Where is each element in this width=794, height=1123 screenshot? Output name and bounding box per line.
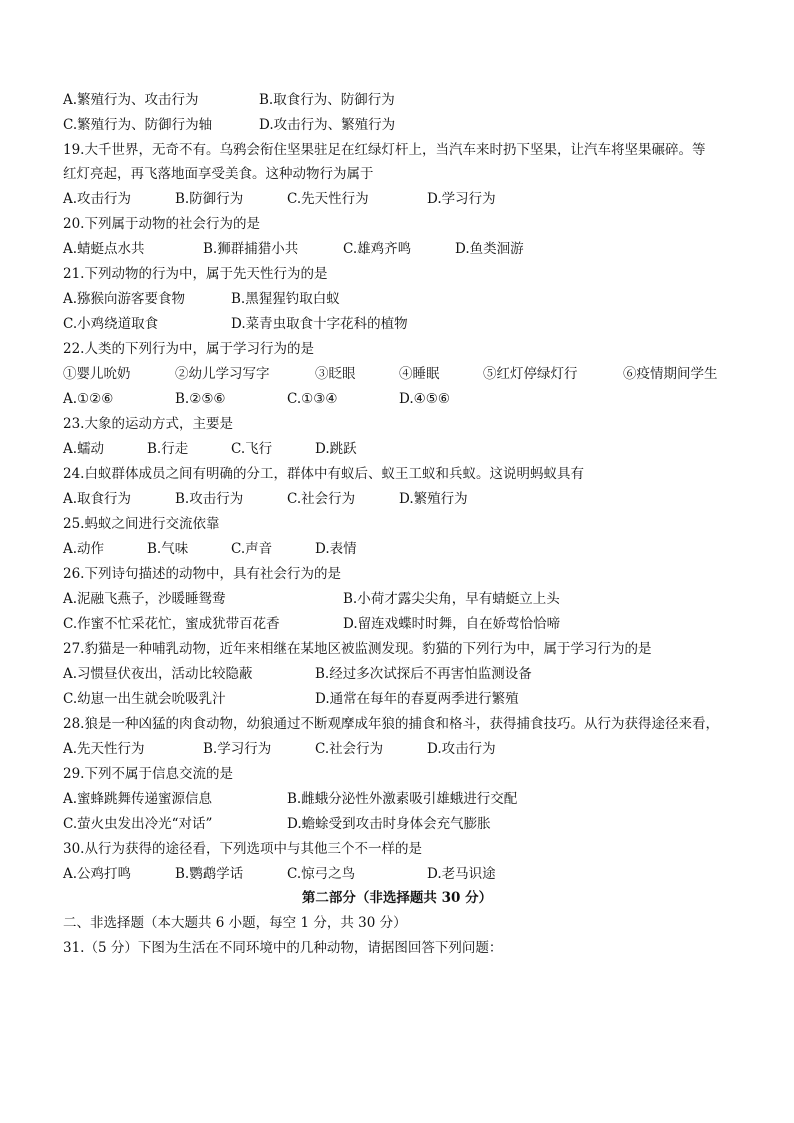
q29-option-d[interactable]: D.蟾蜍受到攻击时身体会充气膨胀 bbox=[287, 816, 491, 832]
q30-option-b[interactable]: B.鹦鹉学话 bbox=[175, 866, 244, 882]
q22-option-b[interactable]: B.②⑤⑥ bbox=[175, 391, 226, 407]
q24-stem: 24.白蚁群体成员之间有明确的分工，群体中有蚁后、蚁王工蚁和兵蚁。这说明蚂蚁具有 bbox=[63, 466, 584, 482]
q19-option-b[interactable]: B.防御行为 bbox=[175, 191, 244, 207]
q22-item-6: ⑥疫情期间学生 bbox=[623, 366, 718, 382]
q29-option-c[interactable]: C.萤火虫发出冷光“对话” bbox=[63, 816, 213, 832]
q23-stem: 23.大象的运动方式，主要是 bbox=[63, 416, 233, 432]
q27-option-b[interactable]: B.经过多次试探后不再害怕监测设备 bbox=[315, 666, 532, 682]
q23-option-b[interactable]: B.行走 bbox=[147, 441, 189, 457]
q26-option-b[interactable]: B.小荷才露尖尖角，早有蜻蜓立上头 bbox=[343, 591, 560, 607]
q30-option-d[interactable]: D.老马识途 bbox=[427, 866, 496, 882]
q28-option-d[interactable]: D.攻击行为 bbox=[427, 741, 496, 757]
q30-stem: 30.从行为获得的途径看，下列选项中与其他三个不一样的是 bbox=[63, 841, 422, 857]
q21-option-a[interactable]: A.猕猴向游客要食物 bbox=[63, 291, 186, 307]
q29-option-b[interactable]: B.雌蛾分泌性外激素吸引雄蛾进行交配 bbox=[287, 791, 518, 807]
q30-option-c[interactable]: C.惊弓之鸟 bbox=[287, 866, 356, 882]
q23-option-d[interactable]: D.跳跃 bbox=[315, 441, 357, 457]
q19-option-d[interactable]: D.学习行为 bbox=[427, 191, 496, 207]
q18-option-a[interactable]: A.繁殖行为、攻击行为 bbox=[63, 92, 199, 108]
section2-heading: 二、非选择题（本大题共 6 小题，每空 1 分，共 30 分） bbox=[63, 915, 407, 931]
q24-option-a[interactable]: A.取食行为 bbox=[63, 491, 132, 507]
q21-option-b[interactable]: B.黑猩猩钓取白蚁 bbox=[231, 291, 340, 307]
q22-option-a[interactable]: A.①②⑥ bbox=[63, 391, 114, 407]
q20-option-d[interactable]: D.鱼类洄游 bbox=[455, 241, 524, 257]
q26-option-a[interactable]: A.泥融飞燕子，沙暖睡鸳鸯 bbox=[63, 591, 226, 607]
q28-option-a[interactable]: A.先天性行为 bbox=[63, 741, 145, 757]
q22-stem: 22.人类的下列行为中，属于学习行为的是 bbox=[63, 341, 314, 357]
q27-option-d[interactable]: D.通常在每年的春夏两季进行繁殖 bbox=[315, 691, 519, 707]
q27-option-c[interactable]: C.幼崽一出生就会吮吸乳汁 bbox=[63, 691, 226, 707]
q29-option-a[interactable]: A.蜜蜂跳舞传递蜜源信息 bbox=[63, 791, 213, 807]
q25-option-d[interactable]: D.表情 bbox=[315, 541, 357, 557]
q22-item-1: ①婴儿吮奶 bbox=[63, 366, 131, 382]
q28-stem: 28.狼是一种凶猛的肉食动物，幼狼通过不断观摩成年狼的捕食和格斗，获得捕食技巧。从行为获得途径来看， bbox=[63, 716, 719, 732]
q20-option-c[interactable]: C.雄鸡齐鸣 bbox=[343, 241, 412, 257]
part2-title: 第二部分（非选择题共 30 分） bbox=[301, 890, 493, 906]
q19-option-a[interactable]: A.攻击行为 bbox=[63, 191, 132, 207]
q28-option-c[interactable]: C.社会行为 bbox=[315, 741, 384, 757]
q22-item-3: ③眨眼 bbox=[315, 366, 356, 382]
q22-item-2: ②幼儿学习写字 bbox=[175, 366, 270, 382]
q28-option-b[interactable]: B.学习行为 bbox=[203, 741, 272, 757]
q26-option-c[interactable]: C.作蜜不忙采花忙，蜜成犹带百花香 bbox=[63, 616, 280, 632]
q21-option-d[interactable]: D.菜青虫取食十字花科的植物 bbox=[231, 316, 408, 332]
q20-stem: 20.下列属于动物的社会行为的是 bbox=[63, 216, 260, 232]
q18-option-c[interactable]: C.繁殖行为、防御行为轴 bbox=[63, 117, 213, 133]
q24-option-c[interactable]: C.社会行为 bbox=[287, 491, 356, 507]
q22-item-4: ④睡眠 bbox=[399, 366, 440, 382]
q20-option-a[interactable]: A.蜻蜓点水共 bbox=[63, 241, 145, 257]
q25-option-c[interactable]: C.声音 bbox=[231, 541, 273, 557]
q21-stem: 21.下列动物的行为中，属于先天性行为的是 bbox=[63, 266, 328, 282]
q18-option-b[interactable]: B.取食行为、防御行为 bbox=[259, 92, 395, 108]
q31-stem: 31.（5 分）下图为生活在不同环境中的几种动物，请据图回答下列问题： bbox=[63, 940, 503, 956]
q30-option-a[interactable]: A.公鸡打鸣 bbox=[63, 866, 132, 882]
q23-option-a[interactable]: A.蠕动 bbox=[63, 441, 105, 457]
q19-stem-line2: 红灯亮起，再飞落地面享受美食。这种动物行为属于 bbox=[63, 166, 374, 182]
q24-option-d[interactable]: D.繁殖行为 bbox=[399, 491, 468, 507]
q25-option-b[interactable]: B.气味 bbox=[147, 541, 189, 557]
q24-option-b[interactable]: B.攻击行为 bbox=[175, 491, 244, 507]
q22-option-c[interactable]: C.①③④ bbox=[287, 391, 338, 407]
q22-item-5: ⑤红灯停绿灯行 bbox=[483, 366, 578, 382]
q22-option-d[interactable]: D.④⑤⑥ bbox=[399, 391, 450, 407]
q18-option-d[interactable]: D.攻击行为、繁殖行为 bbox=[259, 117, 396, 133]
q20-option-b[interactable]: B.狮群捕猎小共 bbox=[203, 241, 299, 257]
q25-stem: 25.蚂蚁之间进行交流依靠 bbox=[63, 516, 220, 532]
q27-stem: 27.豹猫是一种哺乳动物，近年来相继在某地区被监测发现。豹猫的下列行为中，属于学习行为的是 bbox=[63, 641, 652, 657]
q26-option-d[interactable]: D.留连戏蝶时时舞，自在娇莺恰恰啼 bbox=[343, 616, 561, 632]
q23-option-c[interactable]: C.飞行 bbox=[231, 441, 273, 457]
q27-option-a[interactable]: A.习惯昼伏夜出，活动比较隐蔽 bbox=[63, 666, 253, 682]
q21-option-c[interactable]: C.小鸡绕道取食 bbox=[63, 316, 159, 332]
q26-stem: 26.下列诗句描述的动物中，具有社会行为的是 bbox=[63, 566, 341, 582]
q25-option-a[interactable]: A.动作 bbox=[63, 541, 105, 557]
q19-stem-line1: 19.大千世界，无奇不有。乌鸦会衔住坚果驻足在红绿灯杆上，当汽车来时扔下坚果，让汽车将坚果碾碎。等 bbox=[63, 142, 706, 158]
q19-option-c[interactable]: C.先天性行为 bbox=[287, 191, 369, 207]
q29-stem: 29.下列不属于信息交流的是 bbox=[63, 766, 233, 782]
